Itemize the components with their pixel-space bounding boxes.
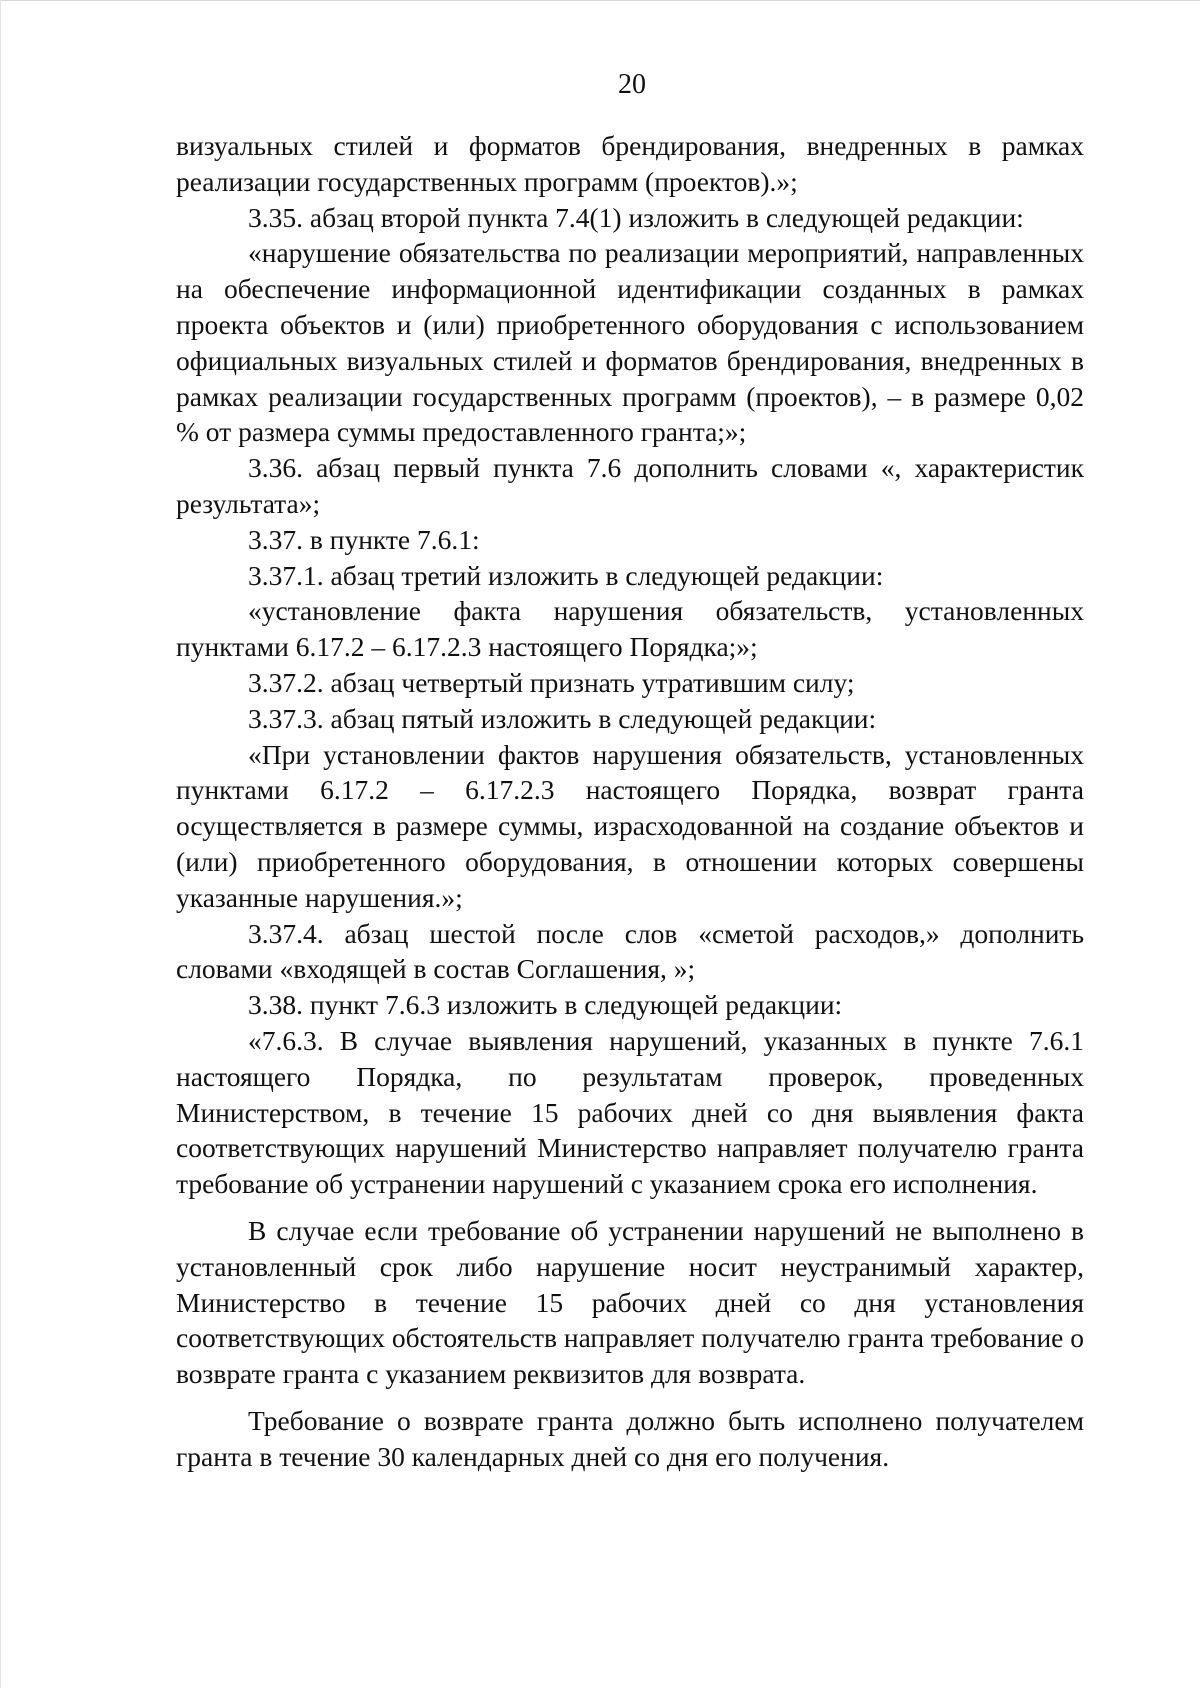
paragraph: 3.37.1. абзац третий изложить в следующей редакции: xyxy=(248,559,884,591)
page-number: 20 xyxy=(618,69,646,100)
paragraph: «установление факта нарушения обязательств, установленных пунктами 6.17.2 – 6.17.2.3 настоящего Порядка;»; xyxy=(176,595,1084,663)
paragraph: В случае если требование об устранении нарушений не выполнено в установленный срок либо нарушение носит неустранимый характер, Министерство в течение 15 рабочих дней со дня установления соответствующих обстоятельств направляет получателю гранта требование о возврате гранта с указанием реквизитов для возврата. xyxy=(176,1214,1084,1390)
paragraph: 3.37.4. абзац шестой после слов «сметой расходов,» дополнить словами «входящей в состав Соглашения, »; xyxy=(176,917,1084,985)
paragraph: «7.6.3. В случае выявления нарушений, указанных в пункте 7.6.1 настоящего Порядка, по результатам проверок, проведенных Министерством, в течение 15 рабочих дней со дня выявления факта соответствующих нарушений Министерство направляет получателю гранта требование об устранении нарушений с указанием срока его исполнения. xyxy=(176,1024,1084,1200)
paragraph: «нарушение обязательства по реализации мероприятий, направленных на обеспечение информационной идентификации созданных в рамках проекта объектов и (или) приобретенного оборудования с использованием официальных визуальных стилей и форматов брендирования, внедренных в рамках реализации государственных программ (проектов), – в размере 0,02 % от размера суммы предоставленного гранта;»; xyxy=(176,237,1084,448)
paragraph: визуальных стилей и форматов брендирования, внедренных в рамках реализации государственных программ (проектов).»; xyxy=(176,130,1084,197)
paragraph: 3.37.3. абзац пятый изложить в следующей редакции: xyxy=(248,702,877,734)
paragraph: «При установлении фактов нарушения обязательств, установленных пунктами 6.17.2 – 6.17.2.3 настоящего Порядка, возврат гранта осуществляется в размере суммы, израсходованной на создание объектов и (или) приобретенного оборудования, в отношении которых совершены указанные нарушения.»; xyxy=(176,738,1084,913)
paragraph: 3.36. абзац первый пункта 7.6 дополнить словами «, характеристик результата»; xyxy=(176,452,1084,519)
paragraph: 3.35. абзац второй пункта 7.4(1) изложить в следующей редакции: xyxy=(248,201,1024,233)
document-body xyxy=(176,128,1084,1474)
paragraph: 3.37. в пункте 7.6.1: xyxy=(248,523,480,555)
paragraph: Требование о возврате гранта должно быть исполнено получателем гранта в течение 30 календарных дней со дня его получения. xyxy=(176,1404,1084,1472)
paragraph: 3.37.2. абзац четвертый признать утратившим силу; xyxy=(248,666,855,698)
paragraph: 3.38. пункт 7.6.3 изложить в следующей редакции: xyxy=(248,989,843,1021)
